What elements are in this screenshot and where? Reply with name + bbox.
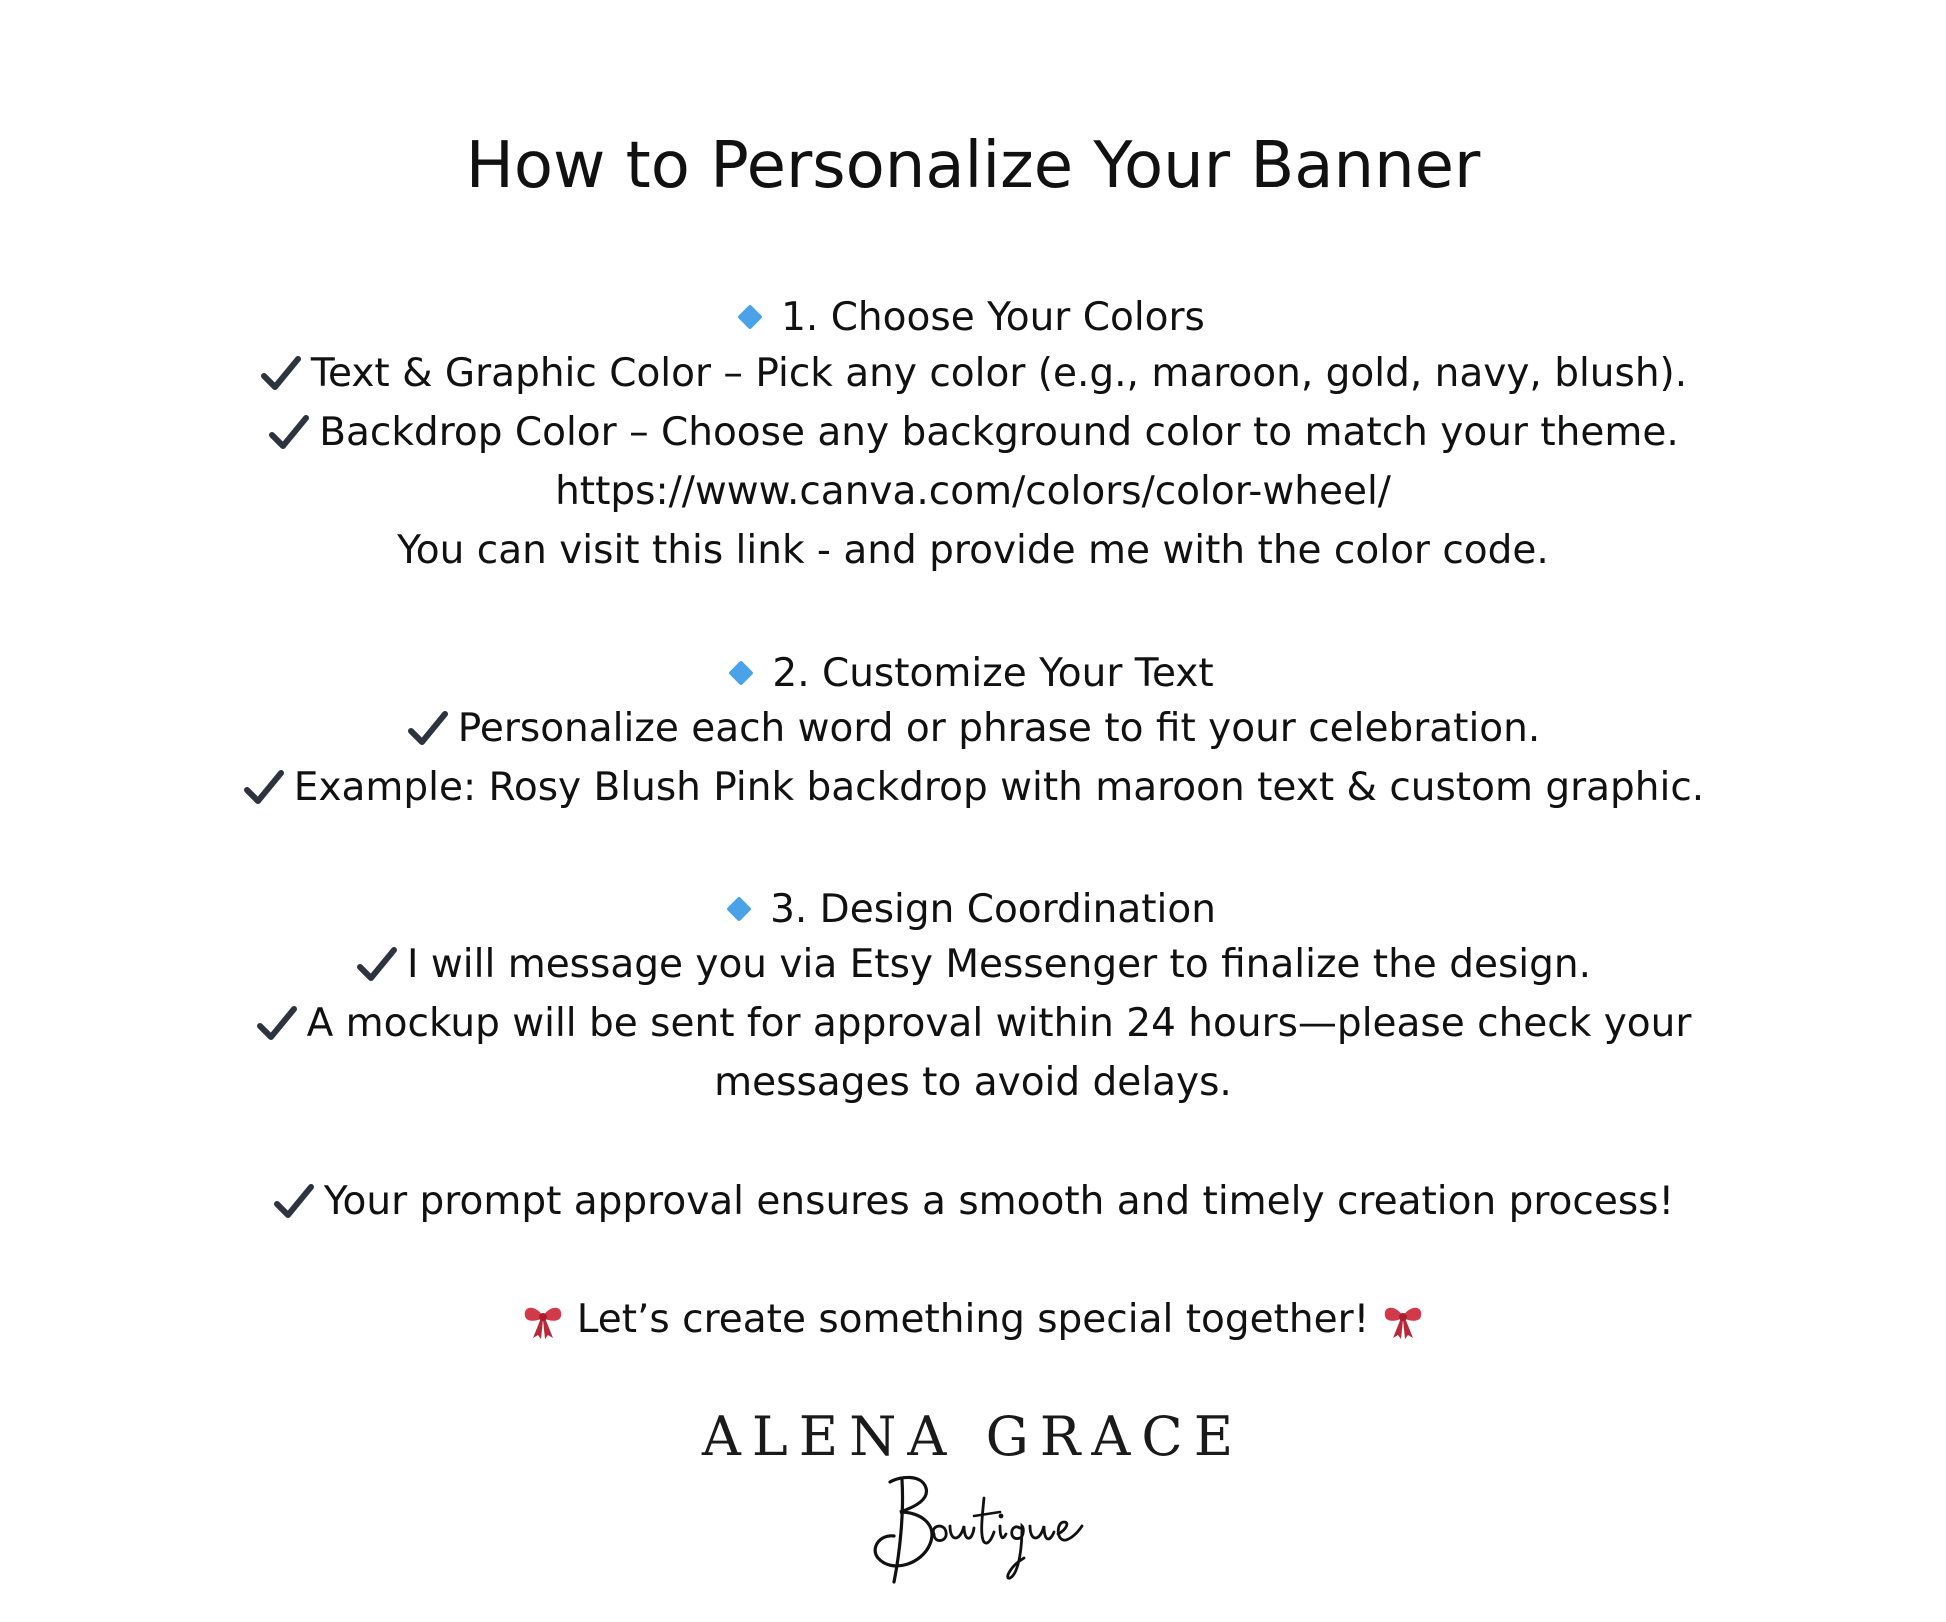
closing-line bbox=[0, 1290, 1946, 1359]
color-code-note: You can visit this link - and provide me with the color code. bbox=[397, 528, 1549, 573]
checkmark-icon bbox=[259, 352, 303, 396]
checkmark-icon bbox=[242, 766, 286, 810]
brand-script-logo bbox=[860, 1462, 1100, 1592]
bow-icon bbox=[521, 1298, 565, 1342]
diamond-icon bbox=[729, 660, 754, 685]
checkmark-icon bbox=[406, 707, 450, 751]
brand-name: ALENA GRACE bbox=[701, 1405, 1245, 1468]
section-heading: 1. Choose Your Colors bbox=[781, 294, 1205, 340]
checkmark-icon bbox=[267, 411, 311, 455]
diamond-icon bbox=[726, 896, 751, 921]
section-2-heading-row bbox=[0, 640, 1946, 703]
bullet-text: Your prompt approval ensures a smooth and timely creation process! bbox=[323, 1179, 1675, 1224]
section-2-line-2 bbox=[0, 758, 1946, 827]
section-1-heading-row bbox=[0, 284, 1946, 347]
approval-line bbox=[0, 1172, 1946, 1241]
page-title: How to Personalize Your Banner bbox=[465, 129, 1481, 203]
checkmark-icon bbox=[355, 943, 399, 987]
bullet-text: Text & Graphic Color – Pick any color (e.g., maroon, gold, navy, blush). bbox=[310, 351, 1688, 396]
checkmark-icon bbox=[255, 1002, 299, 1046]
section-3-heading-row bbox=[0, 876, 1946, 939]
color-wheel-link[interactable]: https://www.canva.com/colors/color-wheel/ bbox=[555, 469, 1391, 514]
bow-icon bbox=[1381, 1298, 1425, 1342]
bullet-text: Example: Rosy Blush Pink backdrop with maroon text & custom graphic. bbox=[293, 765, 1705, 810]
diamond-icon bbox=[737, 304, 762, 329]
bullet-text: Backdrop Color – Choose any background color to match your theme. bbox=[319, 410, 1679, 455]
section-heading: 3. Design Coordination bbox=[770, 886, 1216, 932]
closing-text: Let’s create something special together! bbox=[576, 1297, 1370, 1342]
bullet-text: A mockup will be sent for approval within 24 hours—please check your bbox=[306, 1001, 1692, 1046]
bullet-text: Personalize each word or phrase to fit your celebration. bbox=[457, 706, 1541, 751]
bullet-text: I will message you via Etsy Messenger to finalize the design. bbox=[407, 942, 1591, 987]
section-heading: 2. Customize Your Text bbox=[772, 650, 1214, 696]
checkmark-icon bbox=[272, 1180, 316, 1224]
section-3-continuation: messages to avoid delays. bbox=[714, 1060, 1232, 1105]
